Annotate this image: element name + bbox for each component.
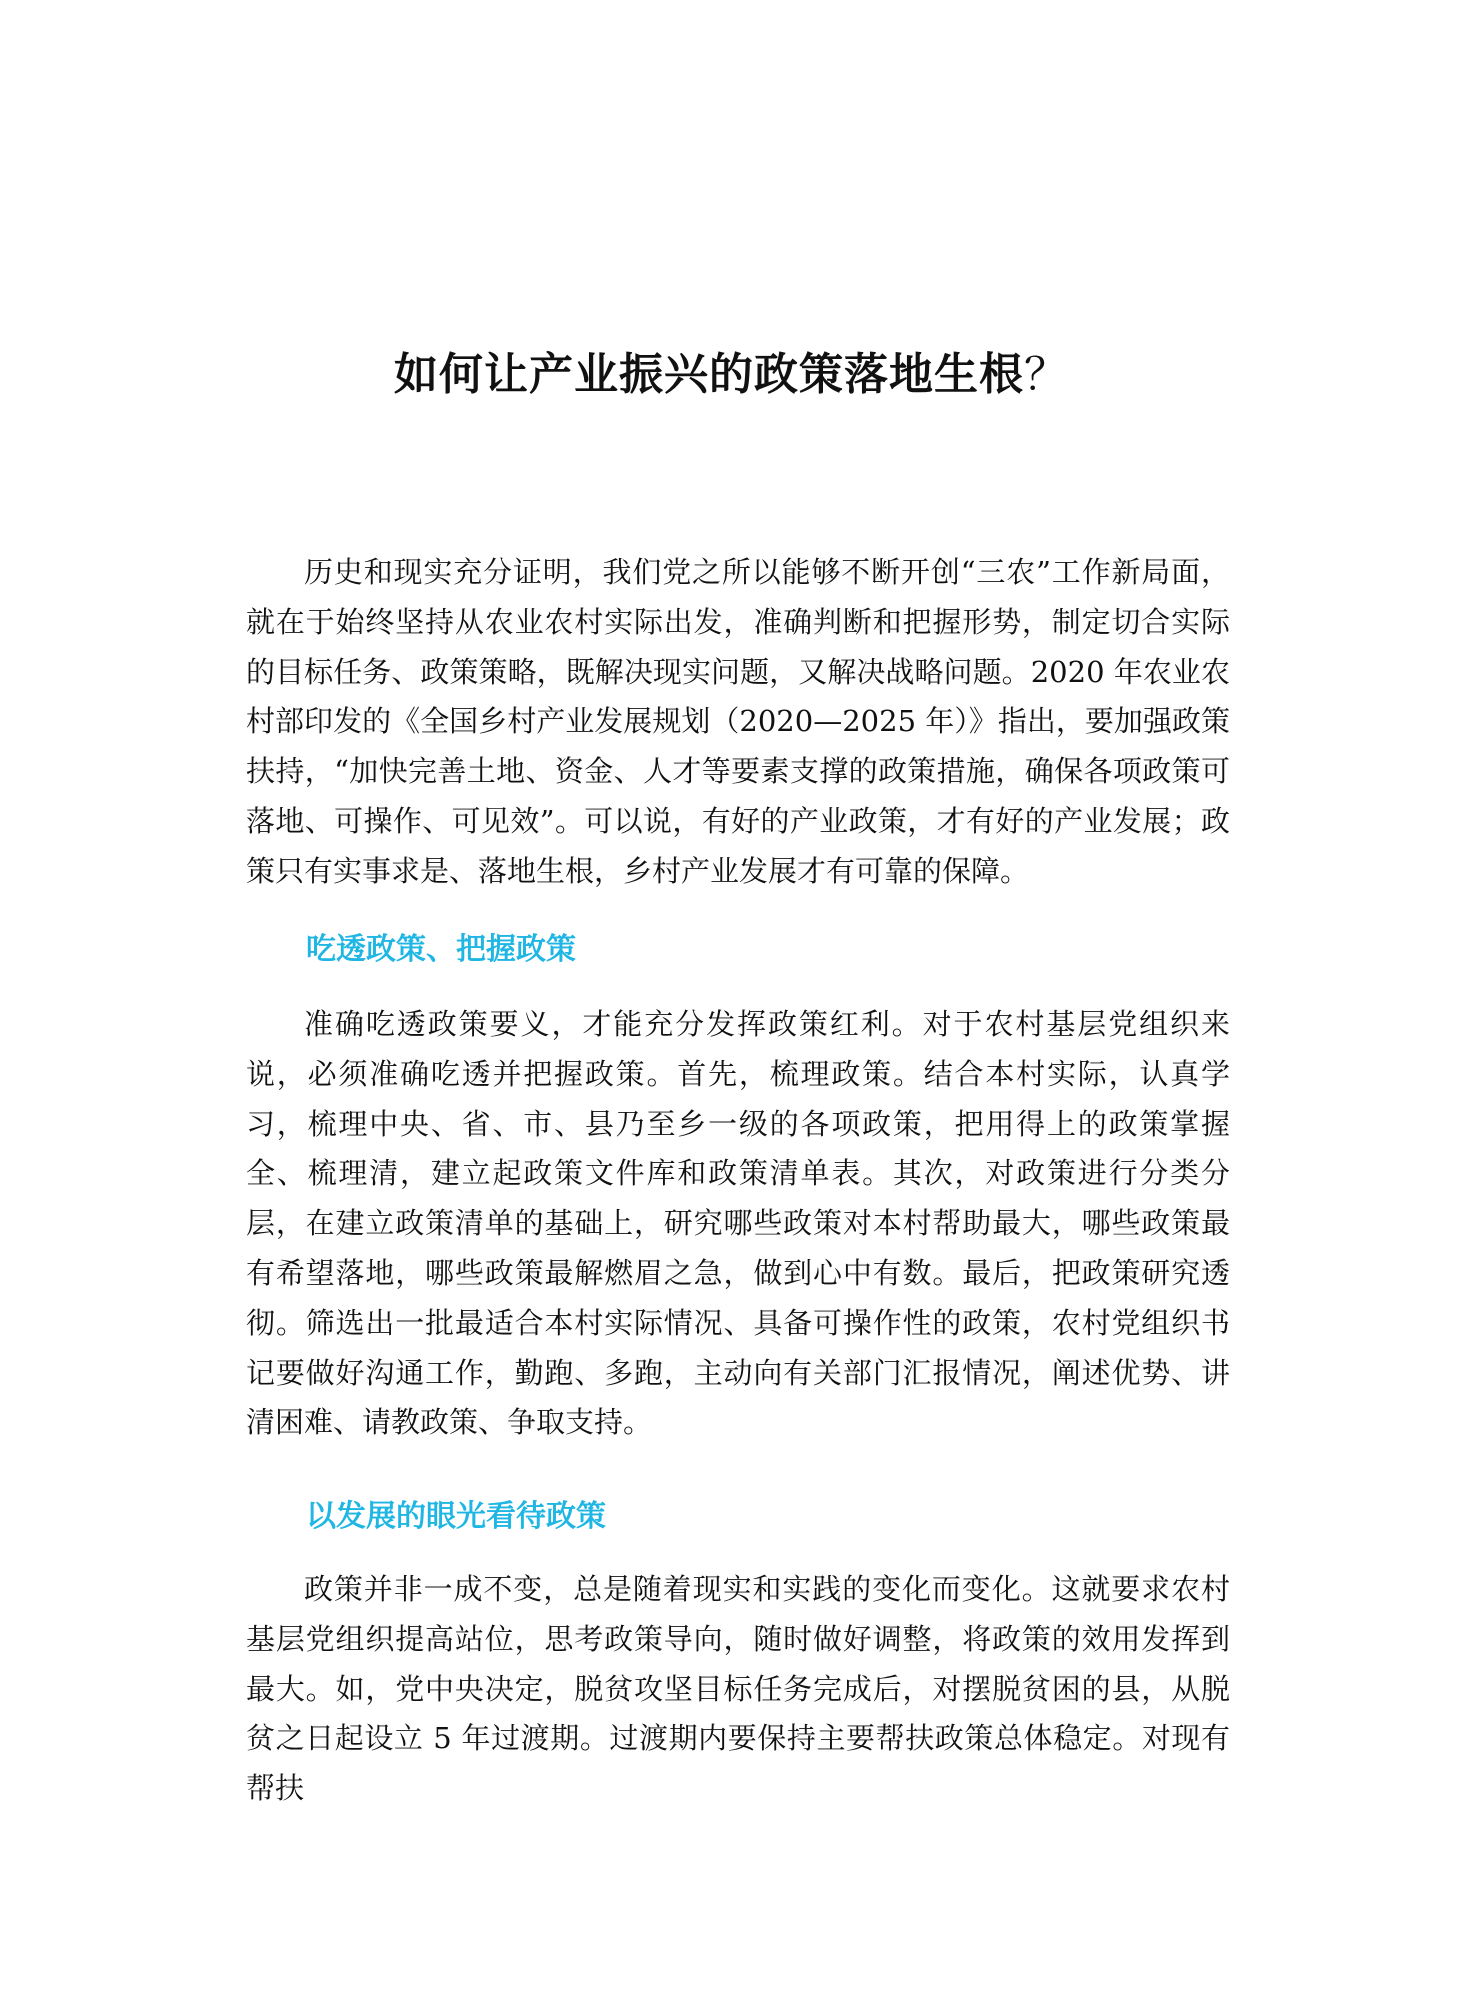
intro-paragraph: 历史和现实充分证明，我们党之所以能够不断开创“三农”工作新局面，就在于始终坚持从农业农村实际出发，准确判断和把握形势，制定切合实际的目标任务、政策策略，既解决现实问题，又解决战略问题。2020 年农业农村部印发的《全国乡村产业发展规划（2020—2025 年）》指出，要加强政策扶持，“加快完善土地、资金、人才等要素支撑的政策措施，确保各项政策可落地、可操作、可见效”。可以说，有好的产业政策，才有好的产业发展；政策只有实事求是、落地生根，乡村产业发展才有可靠的保障。	[246, 555, 1230, 888]
page-title	[0, 345, 1463, 405]
section-heading-developmental-view: 以发展的眼光看待政策	[306, 1499, 606, 1534]
title-text: 如何让产业振兴的政策落地生根	[394, 349, 1024, 400]
section-heading-understand-policy: 吃透政策、把握政策	[306, 932, 576, 967]
title-question-mark: ？	[1024, 349, 1069, 400]
section-paragraph-developmental-view: 政策并非一成不变，总是随着现实和实践的变化而变化。这就要求农村基层党组织提高站位，思考政策导向，随时做好调整，将政策的效用发挥到最大。如，党中央决定，脱贫攻坚目标任务完成后，对摆脱贫困的县，从脱贫之日起设立 5 年过渡期。过渡期内要保持主要帮扶政策总体稳定。对现有帮扶	[246, 1572, 1230, 1806]
section-paragraph-understand-policy: 准确吃透政策要义，才能充分发挥政策红利。对于农村基层党组织来说，必须准确吃透并把握政策。首先，梳理政策。结合本村实际，认真学习，梳理中央、省、市、县乃至乡一级的各项政策，把用得上的政策掌握全、梳理清，建立起政策文件库和政策清单表。其次，对政策进行分类分层，在建立政策清单的基础上，研究哪些政策对本村帮助最大，哪些政策最有希望落地，哪些政策最解燃眉之急，做到心中有数。最后，把政策研究透彻。筛选出一批最适合本村实际情况、具备可操作性的政策，农村党组织书记要做好沟通工作，勤跑、多跑，主动向有关部门汇报情况，阐述优势、讲清困难、请教政策、争取支持。	[246, 1007, 1230, 1440]
